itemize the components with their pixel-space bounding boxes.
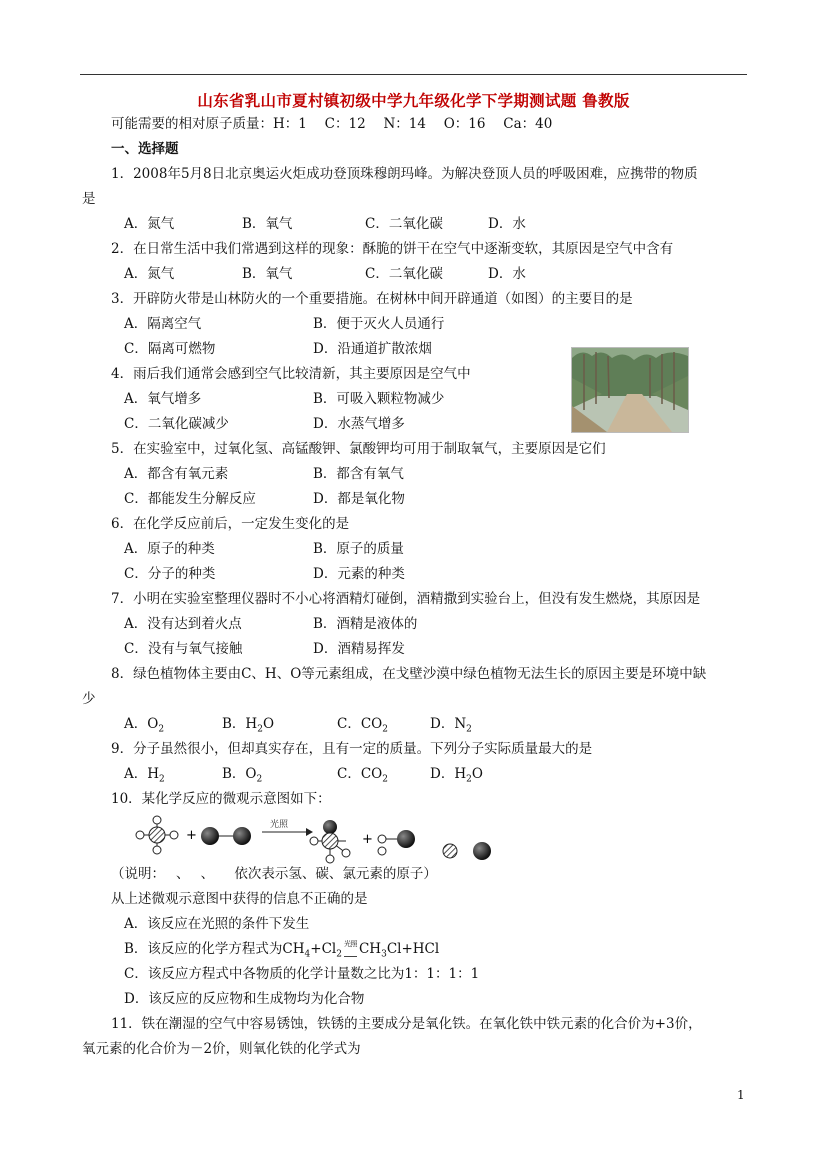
q9-option-a: A．$H_2$ <box>124 766 165 785</box>
q2-option-d: D．水 <box>488 266 526 282</box>
q9-option-d: D．$H_2O$ <box>430 766 483 785</box>
q6-option-c: C．分子的种类 <box>124 566 216 582</box>
q1-stem: 1．2008年5月8日北京奥运火炬成功登顶珠穆朗玛峰。为解决登顶人员的呼吸困难，应携带的物质 <box>111 166 698 182</box>
q3-stem: 3．开辟防火带是山林防火的一个重要措施。在树林中间开辟通道（如图）的主要目的是 <box>111 291 633 307</box>
q5-option-b: B．都含有氧气 <box>313 466 404 482</box>
q4-option-c: C．二氧化碳减少 <box>124 416 229 432</box>
q11-stem-cont: 氧元素的化合价为－2价，则氧化铁的化学式为 <box>82 1041 361 1057</box>
chlorine-molecule <box>201 827 251 845</box>
plus-sign: + <box>186 828 197 843</box>
plus-sign-2: + <box>362 832 373 847</box>
q1-option-d: D．水 <box>488 216 526 232</box>
q6-option-b: B．原子的质量 <box>313 541 404 557</box>
q10-option-d: D．该反应的反应物和生成物均为化合物 <box>124 991 365 1007</box>
q8-option-c: C．$CO_2$ <box>337 716 388 735</box>
hydrogen-atom-icon <box>378 847 386 855</box>
q4-option-b: B．可吸入颗粒物减少 <box>313 391 445 407</box>
q8-option-a: A．$O_2$ <box>124 716 165 735</box>
q6-option-d: D．元素的种类 <box>313 566 405 582</box>
q10-option-b: B．该反应的化学方程式为$CH_4+Cl_2^{光照}$ $CH_3Cl+HCl$ <box>124 940 440 960</box>
q2-stem: 2．在日常生活中我们常遇到这样的现象：酥脆的饼干在空气中逐渐变软，其原因是空气中含有 <box>111 241 674 257</box>
q1-option-c: C．二氧化碳 <box>365 216 443 232</box>
q9-option-b: B．$O_2$ <box>222 766 263 785</box>
header-rule <box>80 74 747 75</box>
section-heading: 一、选择题 <box>111 141 179 157</box>
q1-option-a: A．氮气 <box>124 216 175 232</box>
arrow-label: 光照 <box>270 820 289 830</box>
q3-option-a: A．隔离空气 <box>124 316 202 332</box>
carbon-atom-icon <box>443 844 457 858</box>
page-number: 1 <box>737 1088 745 1102</box>
q10-option-a: A．该反应在光照的条件下发生 <box>124 916 310 932</box>
q10-option-c: C．该反应方程式中各物质的化学计量数之比为1：1：1：1 <box>124 966 480 982</box>
q4-option-a: A．氧气增多 <box>124 391 202 407</box>
q11-stem: 11．铁在潮湿的空气中容易锈蚀，铁锈的主要成分是氧化铁。在氧化铁中铁元素的化合价为+3价， <box>111 1016 702 1032</box>
q5-option-a: A．都含有氧元素 <box>124 466 229 482</box>
page-title: 山东省乳山市夏村镇初级中学九年级化学下学期测试题 鲁教版 <box>197 91 630 110</box>
q10-prompt: 从上述微观示意图中获得的信息不正确的是 <box>111 891 368 907</box>
q1-option-b: B．氧气 <box>242 216 293 232</box>
forest-road-image <box>572 348 688 432</box>
q4-option-d: D．水蒸气增多 <box>313 416 405 432</box>
q5-option-d: D．都是氧化物 <box>313 491 405 507</box>
q3-option-b: B．便于灭火人员通行 <box>313 316 445 332</box>
q2-option-a: A．氮气 <box>124 266 175 282</box>
chlorine-atom-icon <box>473 842 491 860</box>
legend-atom-icons <box>360 841 500 861</box>
q7-option-d: D．酒精易挥发 <box>313 641 405 657</box>
q2-option-c: C．二氧化碳 <box>365 266 443 282</box>
q7-stem: 7．小明在实验室整理仪器时不小心将酒精灯碰倒，酒精撒到实验台上，但没有发生燃烧，其原因是 <box>111 591 701 607</box>
q4-stem: 4．雨后我们通常会感到空气比较清新，其主要原因是空气中 <box>111 366 471 382</box>
q9-stem: 9．分子虽然很小，但却真实存在，且有一定的质量。下列分子实际质量最大的是 <box>111 741 593 757</box>
q2-option-b: B．氧气 <box>242 266 293 282</box>
q5-option-c: C．都能发生分解反应 <box>124 491 256 507</box>
q1-stem-cont: 是 <box>82 191 96 207</box>
q6-stem: 6．在化学反应前后，一定发生变化的是 <box>111 516 350 532</box>
q6-option-a: A．原子的种类 <box>124 541 215 557</box>
q8-option-b: B．$H_2O$ <box>222 716 275 735</box>
q10-legend: （说明： 、 、 依次表示氢、碳、氯元素的原子） <box>111 866 437 882</box>
q8-stem-cont: 少 <box>82 691 96 707</box>
q3-option-c: C．隔离可燃物 <box>124 341 216 357</box>
q7-option-b: B．酒精是液体的 <box>313 616 418 632</box>
atomic-mass-line: 可能需要的相对原子质量：H：1 C：12 N：14 O：16 Ca：40 <box>111 116 553 132</box>
q3-option-d: D．沿通道扩散浓烟 <box>313 341 432 357</box>
chloromethane-molecule <box>310 820 350 863</box>
q9-option-c: C．$CO_2$ <box>337 766 388 785</box>
q7-option-c: C．没有与氧气接触 <box>124 641 243 657</box>
q10-stem: 10．某化学反应的微观示意图如下： <box>111 791 331 807</box>
methane-molecule <box>136 816 178 854</box>
q7-option-a: A．没有达到着火点 <box>124 616 242 632</box>
q5-stem: 5．在实验室中，过氧化氢、高锰酸钾、氯酸钾均可用于制取氧气，主要原因是它们 <box>111 441 606 457</box>
q8-stem: 8．绿色植物体主要由C、H、O等元素组成，在戈壁沙漠中绿色植物无法生长的原因主要是环境中缺 <box>111 666 707 682</box>
forest-road-photo <box>571 347 689 433</box>
q8-option-d: D．$N_2$ <box>430 716 472 735</box>
